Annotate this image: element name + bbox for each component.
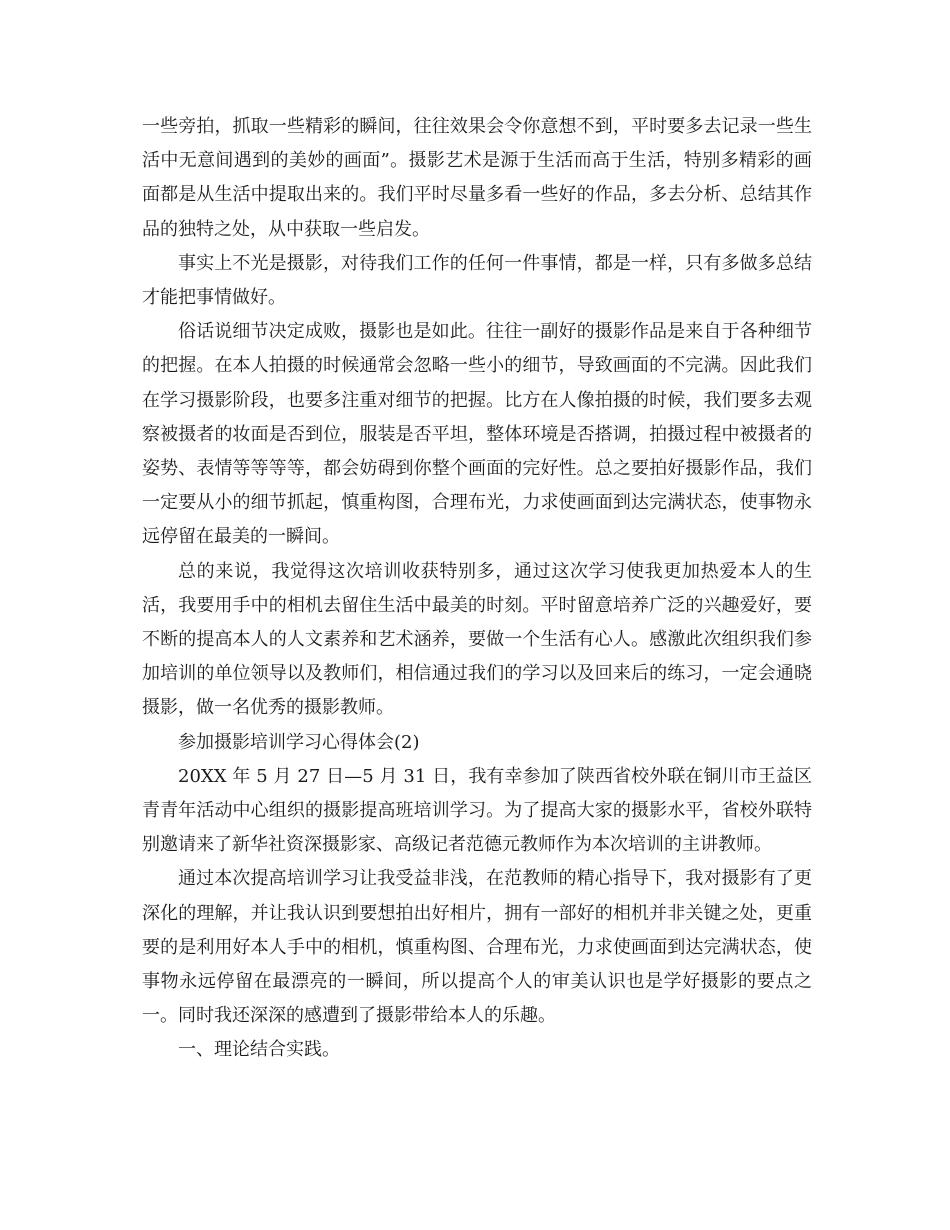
paragraph: 通过本次提高培训学习让我受益非浅，在范教师的精心指导下，我对摄影有了更深化的理解，并让我认识到要想拍出好相片，拥有一部好的相机并非关键之处，更重要的是利用好本人手中的相机，慎重构图、合理布光，力求使画面到达完满状态，使事物永远停留在最漂亮的一瞬间，所以提高个人的审美认识也是学好摄影的要点之一。同时我还深深的感遭到了摄影带给本人的乐趣。 <box>142 868 812 1027</box>
paragraph: 20XX 年 5 月 27 日—5 月 31 日，我有幸参加了陕西省校外联在铜川市王益区青青年活动中心组织的摄影提高班培训学习。为了提高大家的摄影水平，省校外联特别邀请来了新华社资深摄影家、高级记者范德元教师作为本次培训的主讲教师。 <box>142 765 812 856</box>
document-body <box>142 110 812 1068</box>
paragraph: 事实上不光是摄影，对待我们工作的任何一件事情，都是一样，只有多做多总结才能把事情做好。 <box>142 252 812 309</box>
subsection-heading: 一、理论结合实践。 <box>178 1039 340 1061</box>
paragraph: 俗话说细节决定成败，摄影也是如此。往往一副好的摄影作品是来自于各种细节的把握。在本人拍摄的时候通常会忽略一些小的细节，导致画面的不完满。因此我们在学习摄影阶段，也要多注重对细节的把握。比方在人像拍摄的时候，我们要多去观察被摄者的妆面是否到位，服装是否平坦，整体环境是否搭调，拍摄过程中被摄者的姿势、表情等等等等，都会妨碍到你整个画面的完好性。总之要拍好摄影作品，我们一定要从小的细节抓起，慎重构图，合理布光，力求使画面到达完满状态，使事物永远停留在最美的一瞬间。 <box>142 321 812 548</box>
paragraph: 总的来说，我觉得这次培训收获特别多，通过这次学习使我更加热爱本人的生活，我要用手中的相机去留住生活中最美的时刻。平时留意培养广泛的兴趣爱好，要不断的提高本人的人文素养和艺术涵养，要做一个生活有心人。感激此次组织我们参加培训的单位领导以及教师们，相信通过我们的学习以及回来后的练习，一定会通晓摄影，做一名优秀的摄影教师。 <box>142 560 812 719</box>
section-heading: 参加摄影培训学习心得体会(2) <box>178 731 420 753</box>
paragraph: 一些旁拍，抓取一些精彩的瞬间，往往效果会令你意想不到，平时要多去记录一些生活中无意间遇到的美妙的画面”。摄影艺术是源于生活而高于生活，特别多精彩的画面都是从生活中提取出来的。我们平时尽量多看一些好的作品，多去分析、总结其作品的独特之处，从中获取一些启发。 <box>142 116 812 240</box>
